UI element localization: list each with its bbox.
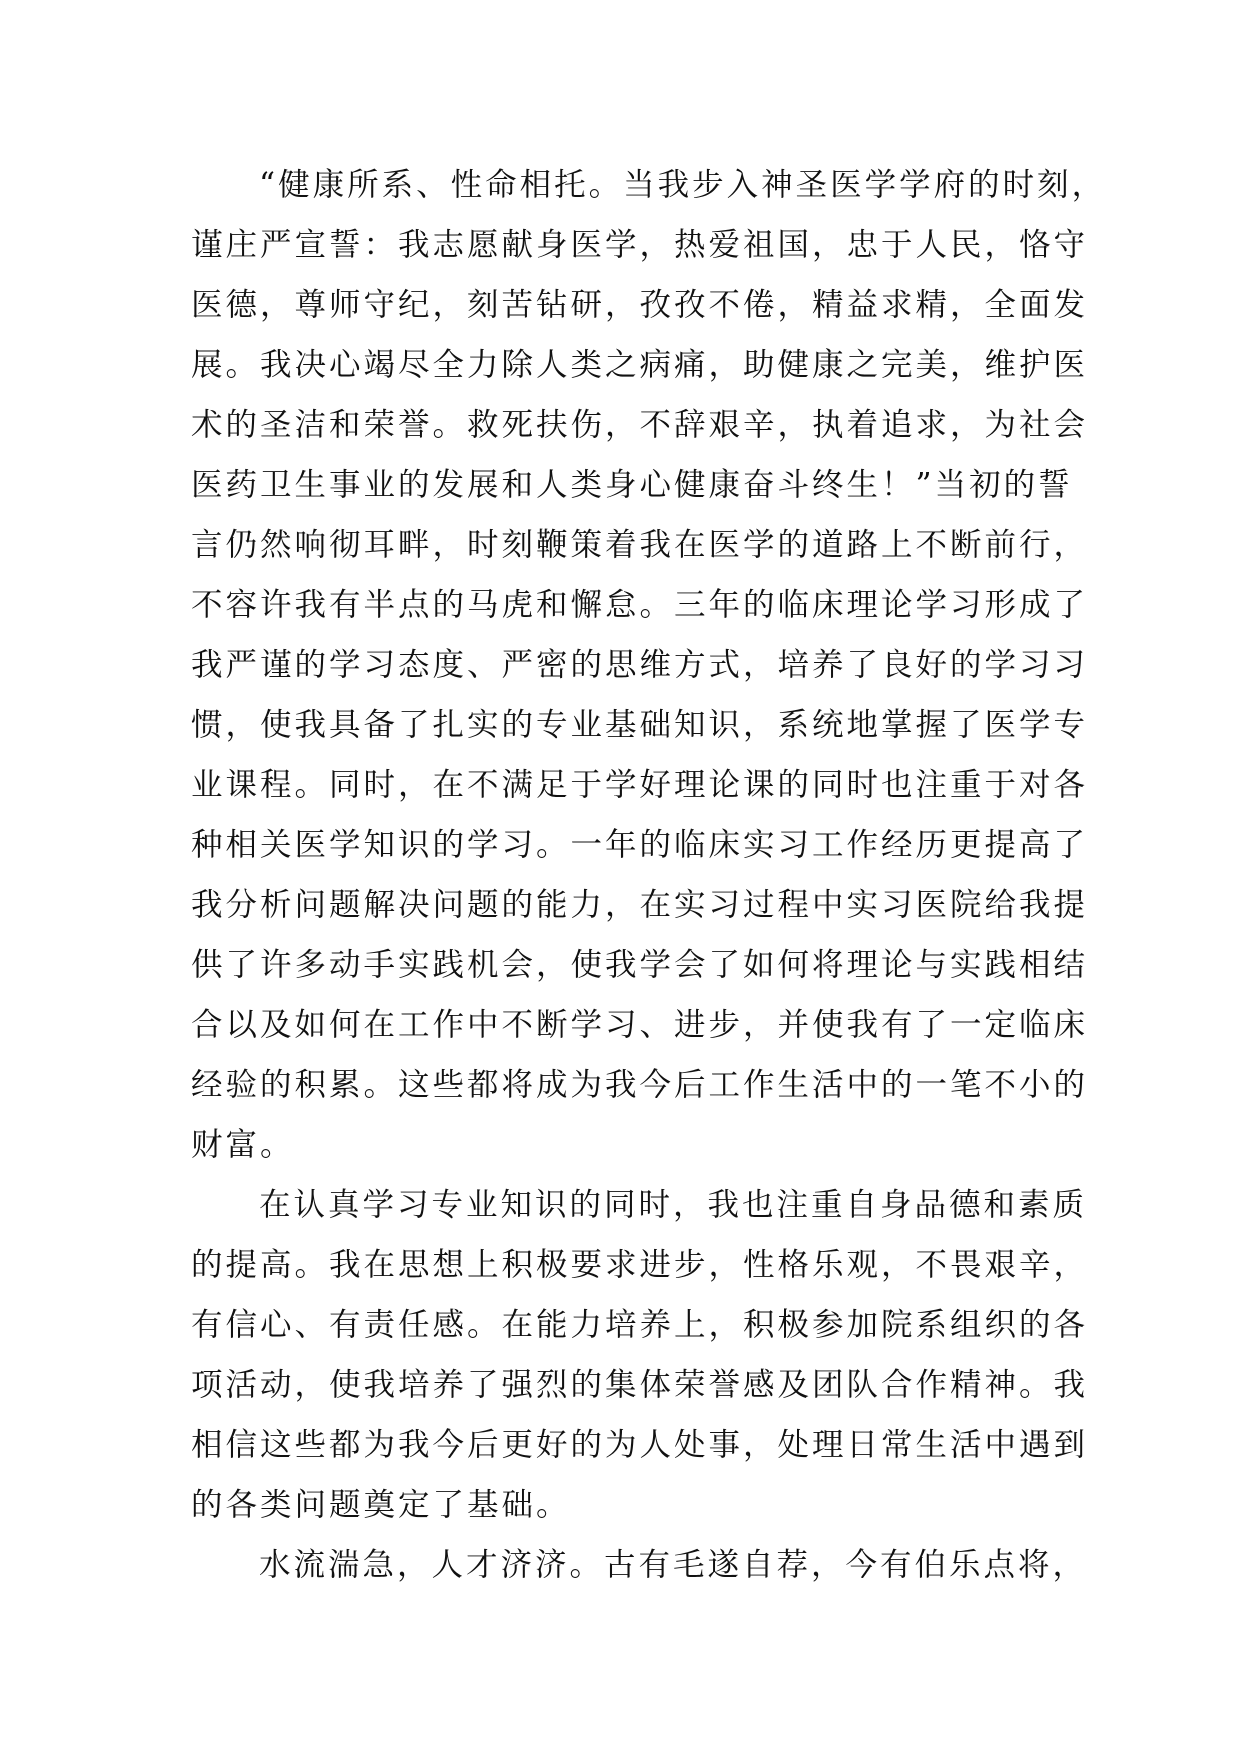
paragraph-1-line-12: 种相关医学知识的学习。一年的临床实习工作经历更提高了 — [191, 827, 1089, 863]
body-text — [191, 155, 1107, 1595]
paragraph-1-line-6: 医药卫生事业的发展和人类身心健康奋斗终生！”当初的誓 — [191, 467, 1073, 503]
paragraph-2-line-6: 的各类问题奠定了基础。 — [191, 1487, 571, 1523]
paragraph-1-line-4: 展。我决心竭尽全力除人类之病痛，助健康之完美，维护医 — [191, 347, 1089, 383]
paragraph-3-line-1: 水流湍急，人才济济。古有毛遂自荐，今有伯乐点将， — [259, 1547, 1088, 1583]
paragraph-2-line-2: 的提高。我在思想上积极要求进步，性格乐观，不畏艰辛， — [191, 1247, 1089, 1283]
paragraph-2-line-4: 项活动，使我培养了强烈的集体荣誉感及团队合作精神。我 — [191, 1367, 1089, 1403]
paragraph-1-line-17: 财富。 — [191, 1127, 295, 1163]
paragraph-1-line-2: 谨庄严宣誓：我志愿献身医学，热爱祖国，忠于人民，恪守 — [191, 227, 1089, 263]
paragraph-2-line-5: 相信这些都为我今后更好的为人处事，处理日常生活中遇到 — [191, 1427, 1089, 1463]
paragraph-1-line-8: 不容许我有半点的马虎和懈怠。三年的临床理论学习形成了 — [191, 587, 1089, 623]
paragraph-1-line-14: 供了许多动手实践机会，使我学会了如何将理论与实践相结 — [191, 947, 1089, 983]
paragraph-1-line-3: 医德，尊师守纪，刻苦钻研，孜孜不倦，精益求精，全面发 — [191, 287, 1089, 323]
paragraph-1-line-1: “健康所系、性命相托。当我步入神圣医学学府的时刻， — [259, 167, 1107, 203]
paragraph-2-line-3: 有信心、有责任感。在能力培养上，积极参加院系组织的各 — [191, 1307, 1089, 1343]
paragraph-1-line-11: 业课程。同时，在不满足于学好理论课的同时也注重于对各 — [191, 767, 1089, 803]
paragraph-1-line-9: 我严谨的学习态度、严密的思维方式，培养了良好的学习习 — [191, 647, 1089, 683]
paragraph-1-line-16: 经验的积累。这些都将成为我今后工作生活中的一笔不小的 — [191, 1067, 1089, 1103]
paragraph-1-line-7: 言仍然响彻耳畔，时刻鞭策着我在医学的道路上不断前行， — [191, 527, 1089, 563]
paragraph-2-line-1: 在认真学习专业知识的同时，我也注重自身品德和素质 — [259, 1187, 1088, 1223]
paragraph-1-line-15: 合以及如何在工作中不断学习、进步，并使我有了一定临床 — [191, 1007, 1089, 1043]
paragraph-1-line-10: 惯，使我具备了扎实的专业基础知识，系统地掌握了医学专 — [191, 707, 1089, 743]
paragraph-1-line-5: 术的圣洁和荣誉。救死扶伤，不辞艰辛，执着追求，为社会 — [191, 407, 1089, 443]
paragraph-1-line-13: 我分析问题解决问题的能力，在实习过程中实习医院给我提 — [191, 887, 1089, 923]
